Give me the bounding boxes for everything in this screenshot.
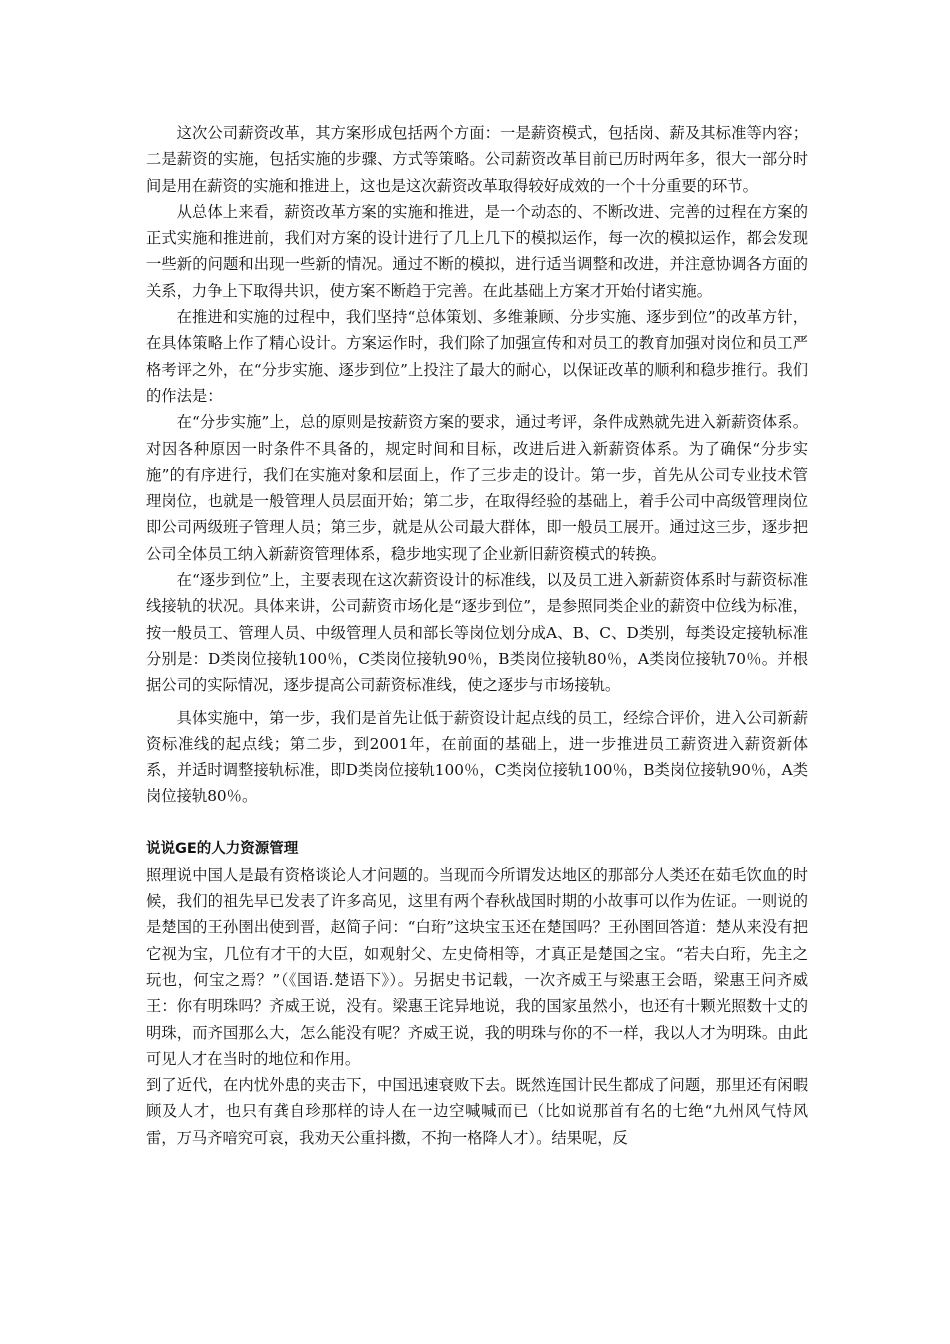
document-page (146, 120, 808, 1151)
paragraph: 具体实施中，第一步，我们是首先让低于薪资设计起点线的员工，经综合评价，进入公司新薪资标准线的起点线；第二步，到2001年，在前面的基础上，进一步推进员工薪资进入薪资新体系，并适时调整接轨标准，即D类岗位接轨100％，C类岗位接轨100％，B类岗位接轨90％，A类岗位接轨80％。 (146, 708, 808, 806)
paragraph: 在推进和实施的过程中，我们坚持“总体策划、多维兼顾、分步实施、逐步到位”的改革方针，在具体策略上作了精心设计。方案运作时，我们除了加强宣传和对员工的教育加强对岗位和员工严格考评之外，在“分步实施、逐步到位”上投注了最大的耐心，以保证改革的顺利和稳步推行。我们的作法是： (146, 308, 808, 405)
paragraph: 从总体上来看，薪资改革方案的实施和推进，是一个动态的、不断改进、完善的过程在方案的正式实施和推进前，我们对方案的设计进行了几上几下的模拟运作，每一次的模拟运作，都会发现一些新的问题和出现一些新的情况。通过不断的模拟，进行适当调整和改进，并注意协调各方面的关系，力争上下取得共识，使方案不断趋于完善。在此基础上方案才开始付诸实施。 (146, 202, 808, 300)
section-gap (146, 810, 808, 836)
paragraph: 这次公司薪资改革，其方案形成包括两个方面：一是薪资模式，包括岗、薪及其标准等内容；二是薪资的实施，包括实施的步骤、方式等策略。公司薪资改革目前已历时两年多，很大一部分时间是用在薪资的实施和推进上，这也是这次薪资改革取得较好成效的一个十分重要的环节。 (146, 124, 808, 195)
paragraph: 在“逐步到位”上，主要表现在这次薪资设计的标准线，以及员工进入新薪资体系时与薪资标准线接轨的状况。具体来讲，公司薪资市场化是“逐步到位”，是参照同类企业的薪资中位线为标准，按一般员工、管理人员、中级管理人员和部长等岗位划分成A、B、C、D类别，每类设定接轨标准分别是：D类岗位接轨100％，C类岗位接轨90％，B类岗位接轨80％，A类岗位接轨70％。并根据公司的实际情况，逐步提高公司薪资标准线，使之逐步与市场接轨。 (146, 571, 808, 695)
paragraph: 照理说中国人是最有资格谈论人才问题的。当现而今所谓发达地区的那部分人类还在茹毛饮血的时候，我们的祖先早已发表了许多高见，这里有两个春秋战国时期的小故事可以作为佐证。一则说的是楚国的王孙圉出使到晋，赵简子问：“白珩”这块宝玉还在楚国吗？王孙圉回答道：楚从来没有把它视为宝，几位有才干的大臣，如观射父、左史倚相等，才真正是楚国之宝。“若夫白珩，先主之玩也，何宝之焉？”（《国语.楚语下》）。另据史书记载，一次齐威王与梁惠王会晤，梁惠王问齐威王：你有明珠吗？齐威王说，没有。梁惠王诧异地说，我的国家虽然小，也还有十颗光照数十丈的明珠，而齐国那么大，怎么能没有呢？齐威王说，我的明珠与你的不一样，我以人才为明珠。由此可见人才在当时的地位和作用。 (146, 865, 808, 1068)
section-heading: 说说GE的人力资源管理 (146, 840, 299, 857)
paragraph: 到了近代，在内忧外患的夹击下，中国迅速衰败下去。既然连国计民生都成了问题，那里还有闲暇顾及人才，也只有龚自珍那样的诗人在一边空喊喊而已（比如说那首有名的七绝“九州风气恃风雷，万马齐喑究可哀，我劝天公重抖擞，不拘一格降人才）。结果呢，反 (146, 1076, 808, 1147)
paragraph: 在“分步实施”上，总的原则是按薪资方案的要求，通过考评，条件成熟就先进入新薪资体系。对因各种原因一时条件不具备的，规定时间和目标，改进后进入新薪资体系。为了确保“分步实施”的有序进行，我们在实施对象和层面上，作了三步走的设计。第一步，首先从公司专业技术管理岗位，也就是一般管理人员层面开始；第二步，在取得经验的基础上，着手公司中高级管理岗位即公司两级班子管理人员；第三步，就是从公司最大群体，即一般员工展开。通过这三步，逐步把公司全体员工纳入新薪资管理体系，稳步地实现了企业新旧薪资模式的转换。 (146, 413, 808, 563)
